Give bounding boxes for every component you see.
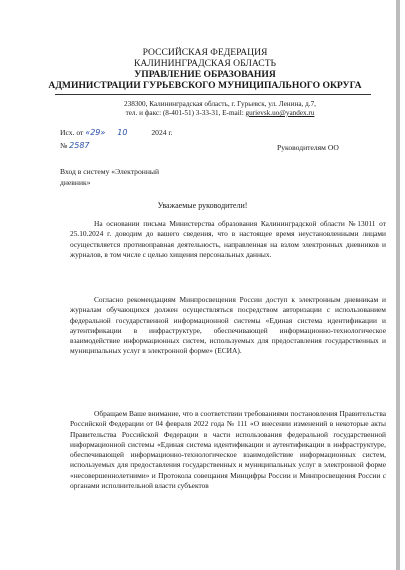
paragraph-2: Согласно рекомендациям Минпросвещения России доступ к электронным дневникам и журналам обучающихся должен осуществляться посредством авторизации с использованием федеральной государственной информационной системы «Единая система идентификации и аутентификации в инфраструктуре, обеспечивающей информационно-технологическое взаимодействие информационных систем, используемых для предоставления государственных и муниципальных услуг в электронной форме» (ЕСИА). (70, 295, 386, 356)
header-region: КАЛИНИНГРАДСКАЯ ОБЛАСТЬ (133, 58, 277, 69)
outgoing-number-value: 2587 (69, 141, 90, 150)
contact-email: gurievsk.uo@yandex.ru (245, 109, 315, 117)
paragraph-1: На основании письма Министерства образования Калининградской области №13011 от 25.10.2024 г. доводим до вашего сведения, что в настоящее время неустановленными лицами осуществляется противоправная деятельность, направленная на взлом электронных дневников и журналов, в том числе с целью хищения персональных данных. (70, 219, 386, 259)
subject-line-1: Вход в систему «Электронный (60, 167, 160, 176)
addressee: Руководителям ОО (277, 143, 339, 152)
paragraph-3: Обращаем Ваше внимание, что в соответствии требованиями постановления Правительства Российской Федерации от 04 февраля 2022 года № 111 «О внесении изменений в некоторые акты Правительства Российской Федерации в части использования федеральной государственной информационной системы «Единая система идентификации и аутентификации в инфраструктуре, обеспечивающей информационно-технологическое взаимодействие информационных систем, используемых для предоставления государственных и муниципальных услуг в электронной форме «несовершеннолетними» и Протокола совещания Минцифры России и Минпросвещения России с органами исполнительной власти субъектов (70, 409, 386, 491)
outgoing-number: № 2587 (60, 141, 90, 150)
header-department: УПРАВЛЕНИЕ ОБРАЗОВАНИЯ (134, 69, 276, 80)
header-rule (55, 94, 371, 95)
header-country: РОССИЙСКАЯ ФЕДЕРАЦИЯ (142, 47, 268, 58)
contact-address: 238300, Калининградская область, г. Гурьевск, ул. Ленина, д.7, (124, 100, 316, 108)
outgoing-date: Исх. от «29» 10 2024 г. (60, 128, 173, 137)
outgoing-year: 2024 г. (151, 128, 173, 137)
outgoing-month: 10 (117, 128, 128, 137)
header-administration: АДМИНИСТРАЦИИ ГУРЬЕВСКОГО МУНИЦИПАЛЬНОГО ОКРУГА (48, 80, 362, 91)
contact-phones: тел. и факс: (8-401-51) 3-33-31, E-mail: gurievsk.uo@yandex.ru (125, 109, 315, 117)
greeting: Уважаемые руководители! (157, 201, 248, 210)
scan-edge-line (396, 0, 400, 570)
outgoing-day: «29» (85, 128, 106, 137)
subject-line-2: дневник» (60, 178, 91, 187)
